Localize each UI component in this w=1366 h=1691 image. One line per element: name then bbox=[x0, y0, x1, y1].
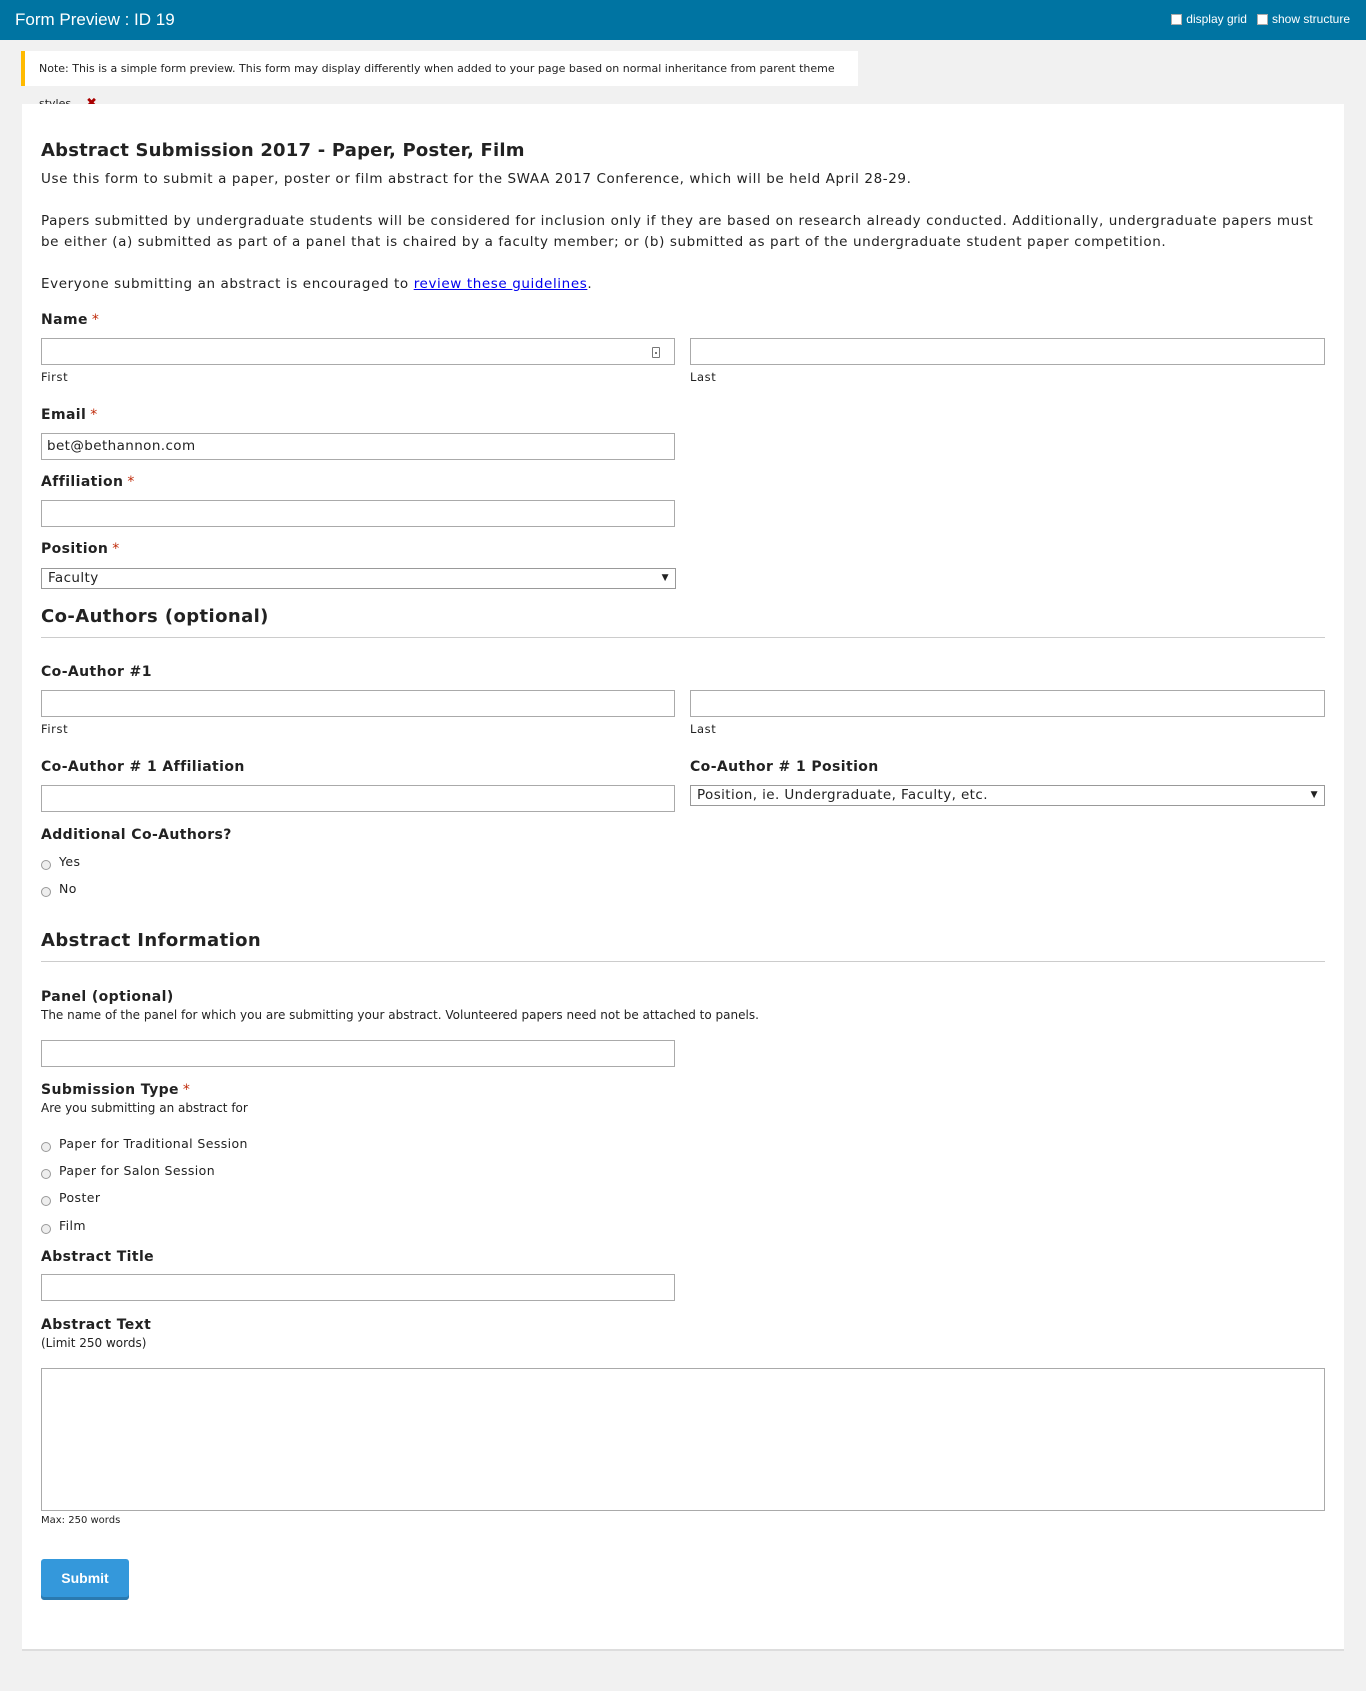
submission-poster-radio[interactable] bbox=[41, 1196, 51, 1206]
additional-yes-label[interactable]: Yes bbox=[59, 854, 81, 869]
abstract-heading: Abstract Information bbox=[41, 930, 262, 951]
position-label: Position * bbox=[41, 541, 120, 557]
panel-label: Panel (optional) bbox=[41, 989, 174, 1005]
submission-poster-label[interactable]: Poster bbox=[59, 1190, 101, 1205]
abstract-text-description: (Limit 250 words) bbox=[41, 1336, 147, 1350]
coauthor1-first-input[interactable] bbox=[41, 690, 675, 717]
form-intro-2: Papers submitted by undergraduate students will be considered for inclusion only if they are based on research already conducted. Additionally, undergraduate papers must be either (a) submitted as part of a panel that is chaired by a faculty member; or (b) submitted as part of the undergraduate student paper competition. bbox=[41, 213, 1314, 250]
abstract-title-label: Abstract Title bbox=[41, 1249, 155, 1265]
coauthor1-position-label: Co-Author # 1 Position bbox=[690, 759, 879, 775]
additional-coauthors-label: Additional Co-Authors? bbox=[41, 827, 232, 843]
abstract-text-label: Abstract Text bbox=[41, 1317, 152, 1333]
last-name-input[interactable] bbox=[690, 338, 1325, 365]
affiliation-label: Affiliation * bbox=[41, 474, 135, 490]
first-name-sublabel: First bbox=[41, 370, 69, 384]
section-divider bbox=[41, 961, 1325, 962]
display-grid-checkbox[interactable] bbox=[1171, 14, 1182, 25]
form-intro-1: Use this form to submit a paper, poster or film abstract for the SWAA 2017 Conference, which will be held April 28-29. bbox=[41, 171, 912, 187]
chevron-down-icon: ▼ bbox=[661, 573, 669, 583]
guidelines-link[interactable]: review these guidelines bbox=[413, 276, 588, 292]
submission-type-label: Submission Type * bbox=[41, 1082, 191, 1098]
coauthor1-first-sublabel: First bbox=[41, 722, 69, 736]
preview-options bbox=[1165, 12, 1350, 26]
panel-input[interactable] bbox=[41, 1040, 675, 1067]
section-divider bbox=[41, 637, 1325, 638]
form-title: Abstract Submission 2017 - Paper, Poster, Film bbox=[41, 140, 525, 161]
abstract-title-input[interactable] bbox=[41, 1274, 675, 1301]
additional-no-radio[interactable] bbox=[41, 887, 51, 897]
name-label: Name * bbox=[41, 312, 100, 328]
coauthor1-last-sublabel: Last bbox=[690, 722, 717, 736]
coauthor1-last-input[interactable] bbox=[690, 690, 1325, 717]
show-structure-label[interactable]: show structure bbox=[1271, 12, 1350, 26]
display-grid-label[interactable]: display grid bbox=[1186, 12, 1247, 26]
email-input[interactable]: bet@bethannon.com bbox=[41, 433, 675, 460]
coauthor1-label: Co-Author #1 bbox=[41, 664, 152, 680]
submission-film-radio[interactable] bbox=[41, 1224, 51, 1234]
coauthor1-affiliation-label: Co-Author # 1 Affiliation bbox=[41, 759, 245, 775]
submission-salon-radio[interactable] bbox=[41, 1169, 51, 1179]
last-name-sublabel: Last bbox=[690, 370, 717, 384]
panel-description: The name of the panel for which you are submitting your abstract. Volunteered papers need not be attached to panels. bbox=[41, 1008, 759, 1022]
notice-text: Note: This is a simple form preview. This form may display differently when added to your page based on normal inheritance from parent theme bbox=[39, 62, 835, 75]
abstract-text-area[interactable] bbox=[41, 1368, 1325, 1511]
affiliation-input[interactable] bbox=[41, 500, 675, 527]
email-label: Email * bbox=[41, 407, 98, 423]
submission-type-description: Are you submitting an abstract for bbox=[41, 1101, 248, 1115]
additional-no-label[interactable]: No bbox=[59, 881, 77, 896]
position-select[interactable]: Faculty ▼ bbox=[41, 568, 676, 589]
page-title: Form Preview : ID 19 bbox=[15, 10, 175, 29]
contact-card-icon bbox=[652, 347, 660, 358]
coauthor1-position-select[interactable]: Position, ie. Undergraduate, Faculty, etc. ▼ bbox=[690, 785, 1325, 806]
coauthors-heading: Co-Authors (optional) bbox=[41, 606, 269, 627]
form-intro-3: Everyone submitting an abstract is encouraged to review these guidelines. bbox=[41, 276, 593, 292]
additional-yes-radio[interactable] bbox=[41, 860, 51, 870]
chevron-down-icon: ▼ bbox=[1310, 790, 1318, 800]
coauthor1-affiliation-input[interactable] bbox=[41, 785, 675, 812]
submission-traditional-radio[interactable] bbox=[41, 1142, 51, 1152]
preview-notice bbox=[21, 51, 858, 86]
first-name-input[interactable] bbox=[41, 338, 675, 365]
form-card bbox=[22, 104, 1344, 1649]
show-structure-checkbox[interactable] bbox=[1257, 14, 1268, 25]
word-limit-counter: Max: 250 words bbox=[41, 1515, 121, 1526]
top-bar bbox=[0, 0, 1366, 40]
submission-film-label[interactable]: Film bbox=[59, 1218, 87, 1233]
submission-traditional-label[interactable]: Paper for Traditional Session bbox=[59, 1136, 248, 1151]
submit-button[interactable]: Submit bbox=[41, 1559, 129, 1597]
submission-salon-label[interactable]: Paper for Salon Session bbox=[59, 1163, 216, 1178]
